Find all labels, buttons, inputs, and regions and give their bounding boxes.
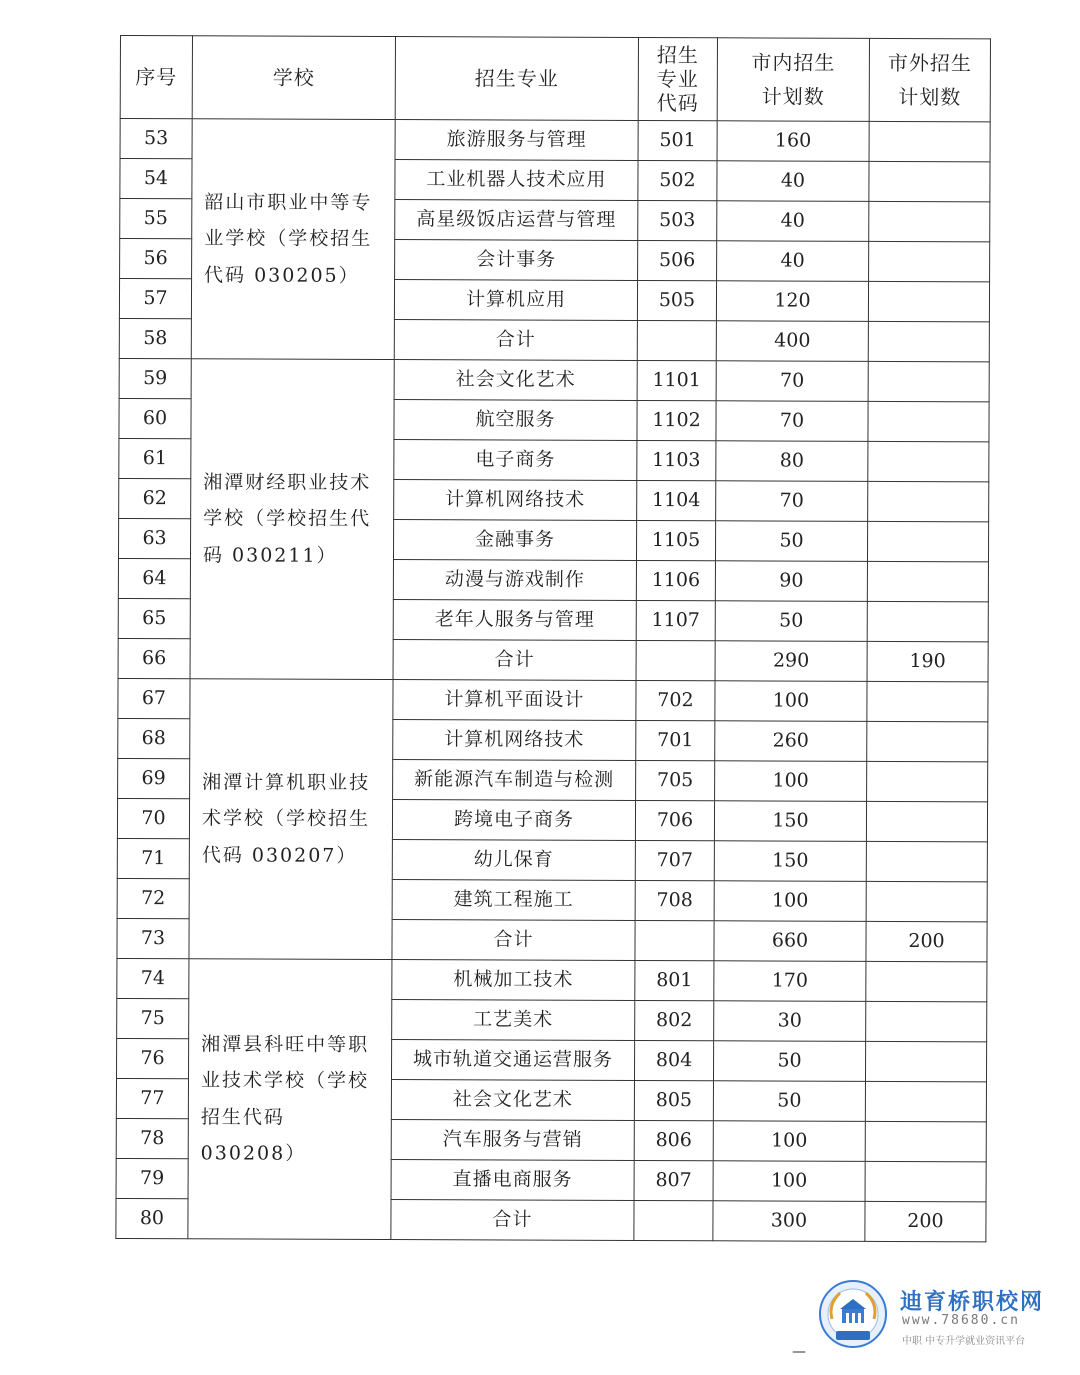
school-name (188, 959, 392, 1240)
row-index: 58 (119, 318, 191, 358)
row-index: 69 (118, 758, 190, 798)
row-index: 60 (119, 398, 191, 438)
local-plan: 70 (716, 361, 868, 402)
header-major-code (638, 37, 717, 120)
page-mark: — (792, 1344, 806, 1360)
site-slogan: 中职 中专升学就业资讯平台 (902, 1336, 1026, 1347)
outside-plan (865, 1161, 986, 1201)
outside-plan (867, 521, 988, 561)
outside-plan (868, 361, 989, 401)
site-name: 迪育桥职校网 (900, 1290, 1045, 1315)
major-code: 505 (637, 280, 716, 320)
school-name-line: 业技术学校（学校 (200, 1069, 370, 1093)
major-name: 金融事务 (393, 520, 636, 561)
row-index: 61 (119, 438, 191, 478)
major-code (636, 640, 715, 680)
outside-plan (869, 161, 990, 201)
table-row (119, 358, 989, 401)
school-name-line: 招生代码 030208） (200, 1105, 307, 1165)
row-index: 75 (117, 998, 189, 1038)
local-plan: 150 (714, 801, 866, 842)
row-index: 74 (117, 958, 189, 998)
outside-plan (867, 721, 988, 761)
row-index: 65 (118, 598, 190, 638)
major-name: 城市轨道交通运营服务 (391, 1040, 634, 1081)
local-plan: 40 (717, 241, 869, 282)
school-name (191, 119, 395, 360)
major-code: 805 (634, 1080, 713, 1120)
enrollment-plan-table (115, 35, 991, 1242)
header-code-line: 专业 (656, 67, 699, 92)
major-code: 503 (638, 200, 717, 240)
row-index: 67 (118, 678, 190, 718)
header-code-line: 代码 (656, 91, 699, 116)
row-index: 53 (120, 119, 192, 159)
major-code: 807 (634, 1160, 713, 1200)
row-index: 72 (117, 878, 189, 918)
major-name: 机械加工技术 (392, 960, 635, 1001)
outside-plan (869, 201, 990, 241)
major-name: 动漫与游戏制作 (393, 560, 636, 601)
local-plan: 50 (715, 521, 867, 562)
row-index: 63 (118, 518, 190, 558)
header-outside-line: 计划数 (898, 84, 962, 110)
major-name: 会计事务 (395, 240, 638, 281)
major-code: 804 (634, 1040, 713, 1080)
major-code: 506 (638, 240, 717, 280)
major-code: 501 (638, 120, 717, 160)
outside-plan (866, 801, 987, 841)
major-code: 801 (635, 960, 714, 1000)
school-name (190, 359, 394, 680)
school-name-line: 业学校（学校招生 (204, 227, 373, 251)
school-name-line: 代码 030205） (204, 263, 360, 287)
table-row (117, 958, 987, 1001)
header-code-line: 招生 (656, 43, 699, 68)
major-name: 合计 (392, 920, 635, 961)
school-name-line: 湘潭县科旺中等职 (201, 1033, 370, 1057)
local-plan: 150 (714, 841, 866, 882)
local-plan: 50 (713, 1081, 865, 1122)
local-plan: 290 (715, 641, 867, 682)
outside-plan (866, 841, 987, 881)
local-plan: 100 (715, 681, 867, 722)
header-outside-plan (869, 38, 990, 121)
header-local-plan (717, 38, 869, 122)
outside-plan (867, 761, 988, 801)
outside-plan (867, 681, 988, 721)
row-index: 71 (117, 838, 189, 878)
header-index: 序号 (120, 36, 192, 119)
major-code: 806 (634, 1120, 713, 1160)
header-local-line: 市内招生 (751, 50, 836, 75)
outside-plan (865, 1041, 986, 1081)
local-plan: 70 (716, 481, 868, 522)
school-name-line: 术学校（学校招生 (201, 807, 371, 831)
row-index: 73 (117, 918, 189, 958)
table-row (118, 678, 988, 721)
local-plan: 50 (713, 1041, 865, 1082)
row-index: 66 (118, 638, 190, 678)
outside-plan (866, 881, 987, 921)
header-major: 招生专业 (395, 37, 638, 121)
outside-plan: 200 (865, 1201, 986, 1241)
major-code: 1104 (637, 480, 716, 520)
row-index: 77 (116, 1078, 188, 1118)
local-plan: 100 (715, 761, 867, 802)
local-plan: 100 (713, 1161, 865, 1202)
major-code: 802 (635, 1000, 714, 1040)
major-code (634, 1200, 713, 1240)
major-name: 旅游服务与管理 (395, 120, 638, 161)
major-code: 707 (635, 840, 714, 880)
local-plan: 170 (714, 961, 866, 1002)
major-code: 1105 (636, 520, 715, 560)
outside-plan (867, 601, 988, 641)
outside-plan (865, 1081, 986, 1121)
local-plan: 40 (717, 201, 869, 242)
outside-plan (868, 281, 989, 321)
outside-plan (868, 321, 989, 361)
local-plan: 120 (716, 281, 868, 322)
major-name: 汽车服务与营销 (391, 1120, 634, 1161)
site-logo-icon (818, 1279, 888, 1349)
row-index: 79 (116, 1158, 188, 1198)
row-index: 70 (117, 798, 189, 838)
major-name: 计算机网络技术 (393, 720, 636, 761)
row-index: 56 (120, 239, 192, 279)
row-index: 54 (120, 159, 192, 199)
site-logo (818, 1279, 888, 1349)
row-index: 80 (116, 1198, 188, 1238)
local-plan: 660 (714, 921, 866, 962)
row-index: 57 (119, 279, 191, 319)
local-plan: 30 (714, 1001, 866, 1042)
major-name: 计算机网络技术 (394, 480, 637, 521)
outside-plan (868, 441, 989, 481)
major-name: 新能源汽车制造与检测 (393, 760, 636, 801)
school-name-line: 学校（学校招生代 (203, 507, 372, 531)
header-local-line: 计划数 (761, 84, 825, 109)
major-code: 502 (638, 160, 717, 200)
major-name: 工艺美术 (392, 1000, 635, 1041)
major-name: 社会文化艺术 (391, 1080, 634, 1121)
outside-plan (866, 961, 987, 1001)
major-name: 幼儿保育 (392, 840, 635, 881)
major-code: 1107 (636, 600, 715, 640)
major-code (635, 920, 714, 960)
major-code: 1102 (637, 400, 716, 440)
school-name-line: 湘潭财经职业技术 (203, 471, 372, 495)
outside-plan (867, 561, 988, 601)
local-plan: 40 (717, 161, 869, 202)
major-name: 跨境电子商务 (392, 800, 635, 841)
row-index: 64 (118, 558, 190, 598)
major-code: 1101 (637, 360, 716, 400)
row-index: 78 (116, 1118, 188, 1158)
outside-plan (865, 1121, 986, 1161)
major-code: 702 (636, 680, 715, 720)
major-code: 708 (635, 880, 714, 920)
outside-plan: 200 (866, 921, 987, 961)
major-name: 合计 (393, 640, 636, 681)
outside-plan (869, 121, 990, 161)
outside-plan: 190 (867, 641, 988, 681)
major-name: 计算机应用 (394, 280, 637, 321)
local-plan: 50 (715, 601, 867, 642)
major-name: 工业机器人技术应用 (395, 160, 638, 201)
major-name: 电子商务 (394, 440, 637, 481)
local-plan: 90 (715, 561, 867, 602)
local-plan: 80 (716, 441, 868, 482)
school-name-line: 代码 030207） (201, 843, 358, 867)
header-row (120, 36, 990, 122)
school-name-line: 湘潭计算机职业技 (202, 771, 371, 795)
major-name: 航空服务 (394, 400, 637, 441)
local-plan: 300 (713, 1201, 865, 1242)
major-code (637, 320, 716, 360)
major-code: 1103 (637, 440, 716, 480)
school-name (189, 679, 393, 960)
major-name: 合计 (391, 1200, 634, 1241)
row-index: 59 (119, 358, 191, 398)
local-plan: 70 (716, 401, 868, 442)
major-code: 705 (636, 760, 715, 800)
header-outside-line: 市外招生 (887, 50, 972, 76)
local-plan: 400 (716, 321, 868, 362)
row-index: 76 (116, 1038, 188, 1078)
local-plan: 100 (713, 1121, 865, 1162)
outside-plan (866, 1001, 987, 1041)
header-school: 学校 (192, 36, 395, 120)
major-code: 1106 (636, 560, 715, 600)
school-name-line: 韶山市职业中等专 (204, 191, 373, 215)
local-plan: 100 (714, 881, 866, 922)
school-name-line: 码 030211） (202, 543, 338, 567)
row-index: 62 (119, 478, 191, 518)
local-plan: 260 (715, 721, 867, 762)
table-body (116, 119, 990, 1242)
site-url: www.78680.cn (902, 1313, 1020, 1328)
table-row (120, 119, 990, 162)
major-name: 社会文化艺术 (394, 360, 637, 401)
outside-plan (868, 481, 989, 521)
major-code: 706 (635, 800, 714, 840)
major-name: 高星级饭店运营与管理 (395, 200, 638, 241)
outside-plan (868, 401, 989, 441)
major-name: 直播电商服务 (391, 1160, 634, 1201)
major-name: 合计 (394, 320, 637, 361)
major-code: 701 (636, 720, 715, 760)
major-name: 计算机平面设计 (393, 680, 636, 721)
row-index: 68 (118, 718, 190, 758)
local-plan: 160 (717, 121, 869, 162)
major-name: 老年人服务与管理 (393, 600, 636, 641)
row-index: 55 (120, 199, 192, 239)
major-name: 建筑工程施工 (392, 880, 635, 921)
outside-plan (869, 241, 990, 281)
